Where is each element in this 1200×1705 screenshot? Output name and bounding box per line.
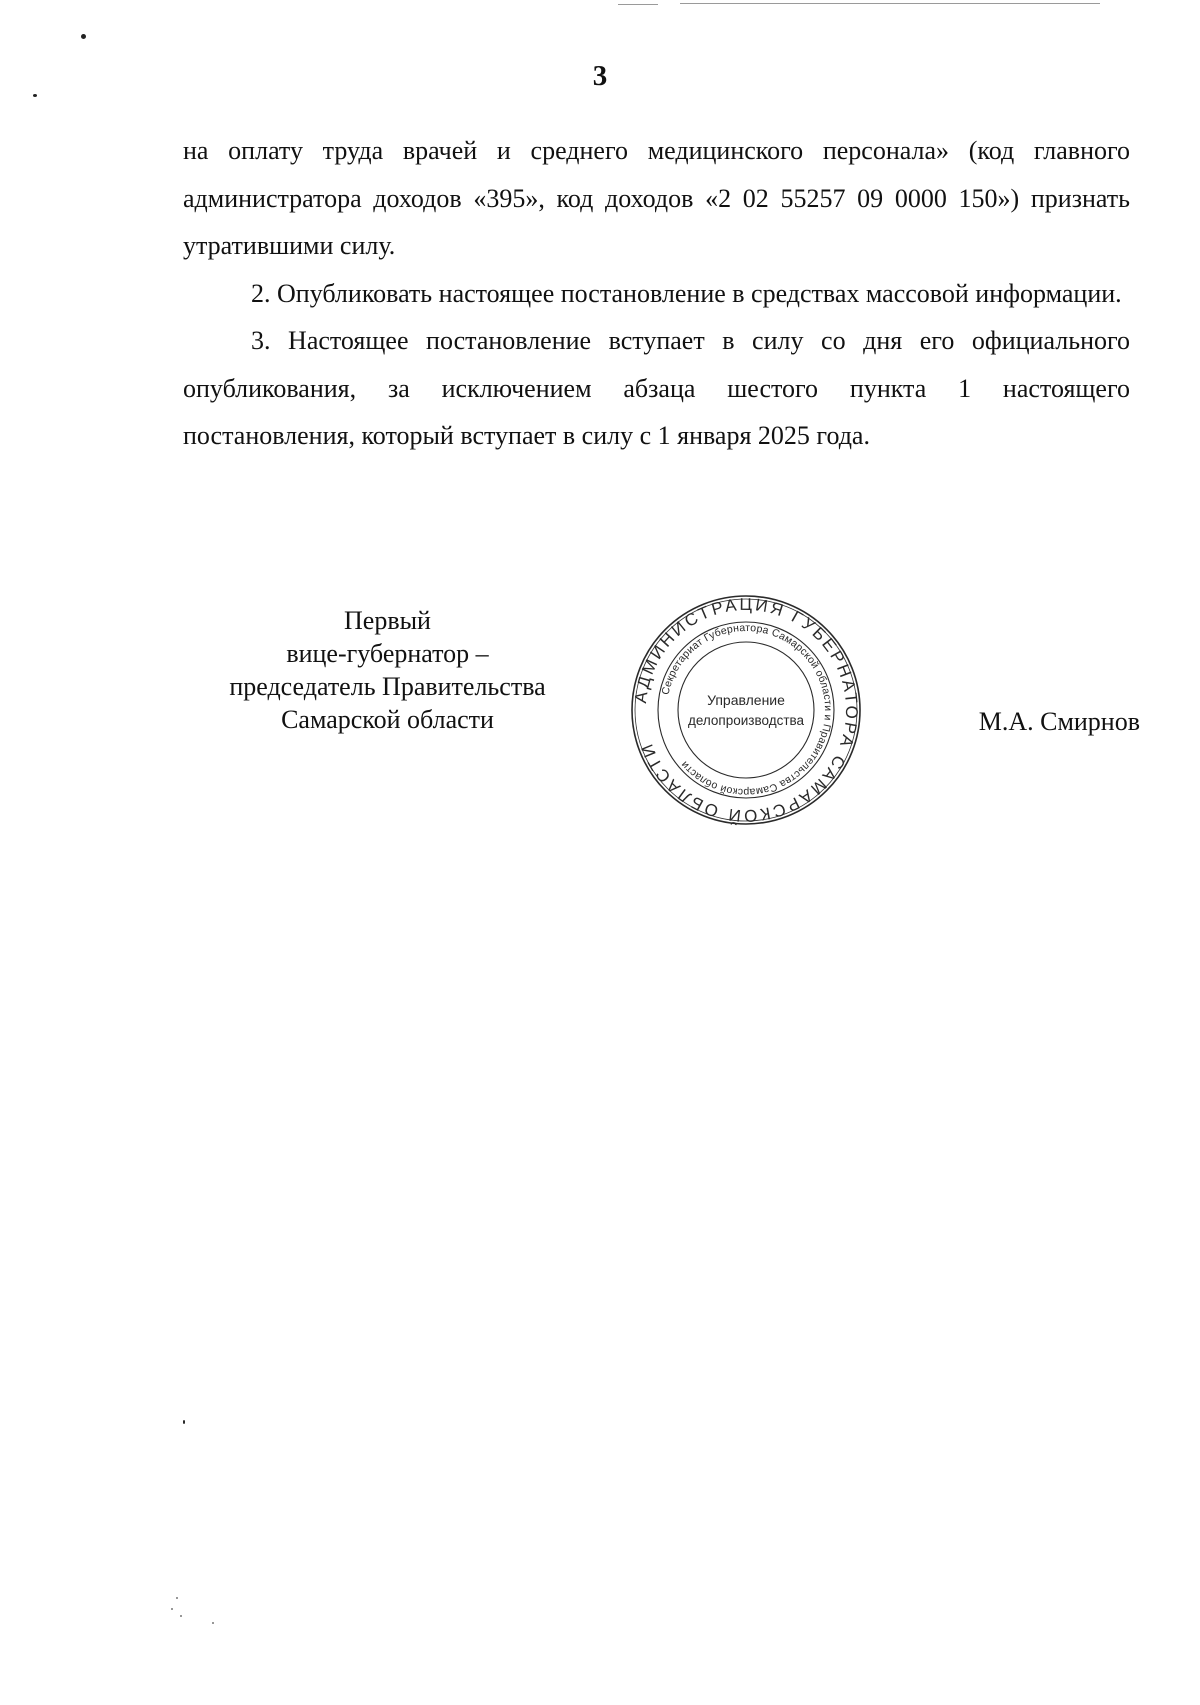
seal-graphic [628, 592, 864, 828]
scan-artifact-line [618, 4, 658, 5]
signatory-position-line: Первый [344, 606, 431, 635]
scan-artifact-dot [171, 1608, 173, 1610]
scan-artifact-dot [33, 94, 37, 97]
page-number: 3 [592, 60, 608, 92]
scan-artifact-dot [176, 1597, 178, 1599]
signatory-position-line: председатель Правительства [229, 672, 546, 701]
paragraph-item-3: 3. Настоящее постановление вступает в силу со дня его официального опубликования, за исключением абзаца шестого пункта 1 настоящего постановления, который вступает в силу с 1 января 2025 года. [183, 326, 1130, 450]
signatory-position-line: Самарской области [281, 705, 494, 734]
scan-artifact-line [680, 3, 1100, 4]
scan-artifact-dot [183, 1420, 185, 1424]
document-body [183, 127, 1130, 460]
scan-artifact-dot [212, 1622, 214, 1624]
paragraph-item-2: 2. Опубликовать настоящее постановление в средствах массовой информации. [251, 278, 1122, 308]
signatory-position-line: вице-губернатор – [286, 639, 489, 668]
seal-outer-text: АДМИНИСТРАЦИЯ ГУБЕРНАТОРА САМАРСКОЙ ОБЛАСТИ [631, 594, 862, 826]
paragraph-continuation: на оплату труда врачей и среднего медицинского персонала» (код главного администратора доходов «395», код доходов «2 02 55257 09 0000 150») признать утратившими силу. [183, 136, 1130, 260]
signatory-name: М.А. Смирнов [978, 707, 1140, 736]
scan-artifact-dot [81, 34, 86, 39]
seal-center-line-1: Управление [707, 692, 785, 708]
seal-center-line-2: делопроизводства [687, 713, 805, 728]
seal-inner-ring-text: Секретариат Губернатора Самарской области и Правительства Самарской области [659, 621, 835, 799]
signatory-position [205, 604, 570, 736]
official-seal-stamp [628, 592, 864, 828]
scan-artifact-dot [180, 1615, 182, 1617]
